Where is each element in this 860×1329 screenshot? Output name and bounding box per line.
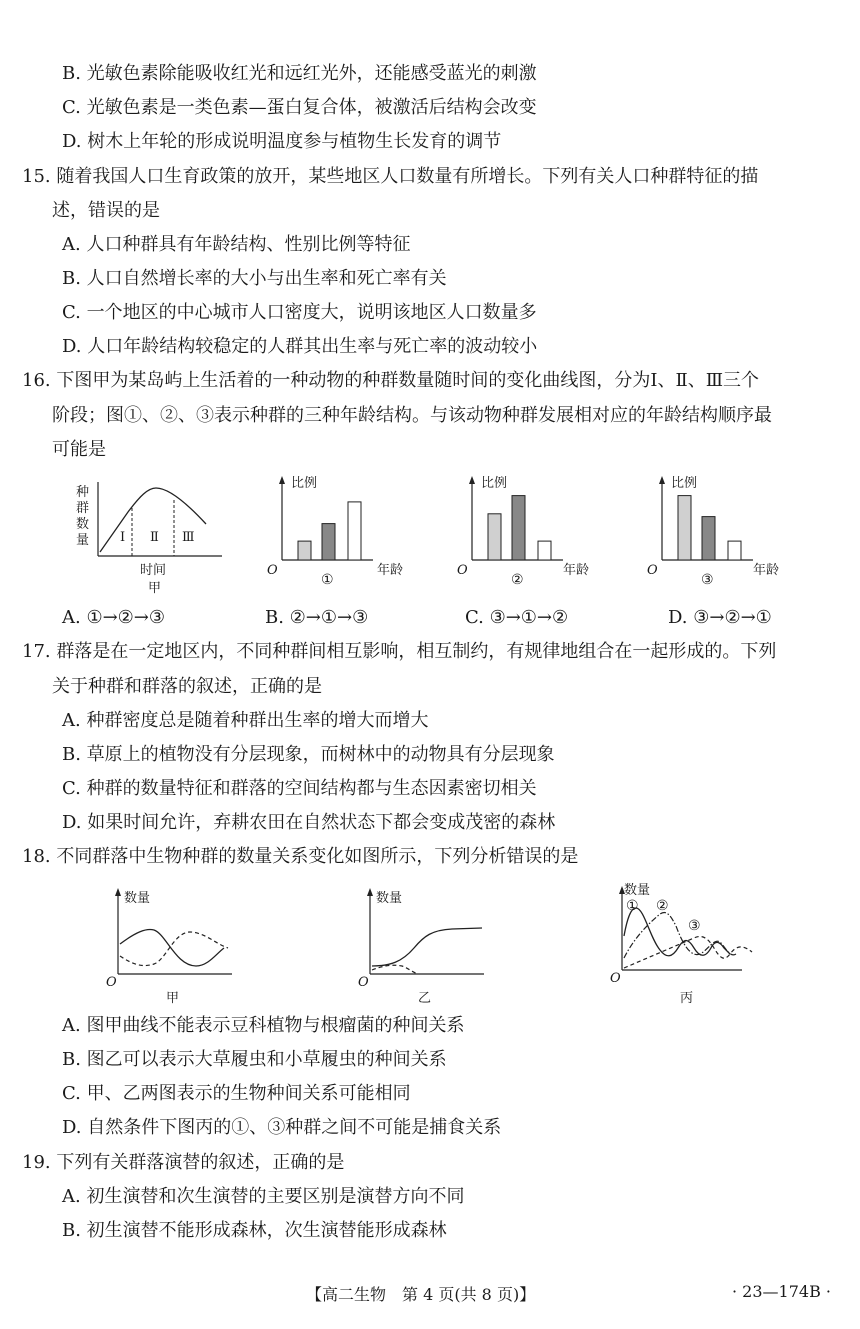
q18-yi-caption: 乙 <box>418 991 432 1006</box>
q16-stem-line1: 16. 下图甲为某岛屿上生活着的一种动物的种群数量随时间的变化曲线图，分为Ⅰ、Ⅱ、Ⅲ三个 <box>22 370 760 391</box>
q17-stem-line1: 17. 群落是在一定地区内，不同种群间相互影响，相互制约，有规律地组合在一起形成的。下列 <box>22 641 777 662</box>
q18-yi-ylabel: 数量 <box>376 891 403 906</box>
q18-yi-y-arrow <box>367 888 373 896</box>
bar3-young <box>678 496 691 560</box>
q18-yi-origin: O <box>358 975 369 990</box>
q19-option-b: B. 初生演替不能形成森林，次生演替能形成森林 <box>62 1220 447 1241</box>
q18-option-a: A. 图甲曲线不能表示豆科植物与根瘤菌的种间关系 <box>62 1015 465 1036</box>
q15-option-d: D. 人口年龄结构较稳定的人群其出生率与死亡率的波动较小 <box>62 336 538 357</box>
q15-option-a: A. 人口种群具有年龄结构、性别比例等特征 <box>62 234 411 255</box>
bar3-caption: ③ <box>701 572 714 588</box>
bar3-adult <box>702 517 715 560</box>
q18-jia-dashed-curve <box>120 932 228 966</box>
q17-option-c: C. 种群的数量特征和群落的空间结构都与生态因素密切相关 <box>62 778 537 799</box>
q18-jia-caption: 甲 <box>166 991 180 1006</box>
fig-jia-ylabel-1: 种 <box>76 485 90 500</box>
bar-chart-1 <box>265 470 420 590</box>
fig-jia-ylabel-3: 数 <box>76 517 90 532</box>
q18-yi-dashed-curve <box>372 965 418 974</box>
q19-stem: 19. 下列有关群落演替的叙述，正确的是 <box>22 1152 345 1173</box>
fig-jia-caption: 甲 <box>148 581 162 596</box>
bar1-adult <box>322 524 335 560</box>
bar1-young <box>298 541 311 560</box>
q16-option-b: B. ②→①→③ <box>265 607 369 628</box>
page-footer-code: · 23—174B · <box>732 1282 831 1301</box>
q16-option-d: D. ③→②→① <box>668 607 772 628</box>
bar2-y-arrow <box>469 476 475 484</box>
q18-graph-yi <box>352 882 492 1010</box>
q15-stem-line2: 述，错误的是 <box>52 200 160 221</box>
q15-option-c: C. 一个地区的中心城市人口密度大，说明该地区人口数量多 <box>62 302 537 323</box>
q14-option-b: B. 光敏色素除能吸收红光和远红光外，还能感受蓝光的刺激 <box>62 63 537 84</box>
fig-jia-xlabel: 时间 <box>140 563 167 578</box>
q17-option-a: A. 种群密度总是随着种群出生率的增大而增大 <box>62 710 429 731</box>
q14-option-d: D. 树木上年轮的形成说明温度参与植物生长发育的调节 <box>62 131 502 152</box>
q17-option-d: D. 如果时间允许，弃耕农田在自然状态下都会变成茂密的森林 <box>62 812 556 833</box>
q18-option-d: D. 自然条件下图丙的①、③种群之间不可能是捕食关系 <box>62 1117 502 1138</box>
q18-yi-solid-curve <box>372 928 482 966</box>
q18-bing-ylabel: 数量 <box>624 883 651 898</box>
fig-jia-ylabel-4: 量 <box>76 533 90 548</box>
bar2-caption: ② <box>511 572 524 588</box>
q15-option-b: B. 人口自然增长率的大小与出生率和死亡率有关 <box>62 268 447 289</box>
q18-option-b: B. 图乙可以表示大草履虫和小草履虫的种间关系 <box>62 1049 447 1070</box>
q18-option-c: C. 甲、乙两图表示的生物种间关系可能相同 <box>62 1083 411 1104</box>
bar2-origin: O <box>457 563 468 578</box>
fig-jia-stage-3: Ⅲ <box>182 530 195 545</box>
page-footer-center: 【高二生物 第 4 页(共 8 页)】 <box>306 1285 536 1304</box>
q18-bing-label-2: ② <box>656 898 669 914</box>
fig-jia-stage-1: Ⅰ <box>120 530 126 545</box>
q16-stem-line2: 阶段；图①、②、③表示种群的三种年龄结构。与该动物种群发展相对应的年龄结构顺序最 <box>52 405 772 426</box>
bar2-adult <box>512 496 525 560</box>
fig-jia-ylabel-2: 群 <box>76 501 90 516</box>
bar1-xlabel: 年龄 <box>377 563 404 578</box>
bar3-y-arrow <box>659 476 665 484</box>
q14-option-c: C. 光敏色素是一类色素—蛋白复合体，被激活后结构会改变 <box>62 97 537 118</box>
bar2-xlabel: 年龄 <box>563 563 590 578</box>
q19-option-a: A. 初生演替和次生演替的主要区别是演替方向不同 <box>62 1186 465 1207</box>
bar3-old <box>728 541 741 560</box>
bar-chart-3 <box>645 470 800 590</box>
bar-chart-2 <box>455 470 610 590</box>
q18-jia-y-arrow <box>115 888 121 896</box>
q16-option-c: C. ③→①→② <box>465 607 569 628</box>
bar2-ylabel: 比例 <box>481 476 508 491</box>
bar1-ylabel: 比例 <box>291 476 318 491</box>
bar3-xlabel: 年龄 <box>753 563 780 578</box>
q15-stem-line1: 15. 随着我国人口生育政策的放开，某些地区人口数量有所增长。下列有关人口种群特征的描 <box>22 166 759 187</box>
q17-stem-line2: 关于种群和群落的叙述，正确的是 <box>52 676 322 697</box>
q18-bing-curve-2 <box>624 913 736 959</box>
bar1-y-arrow <box>279 476 285 484</box>
bar3-origin: O <box>647 563 658 578</box>
q16-stem-line3: 可能是 <box>52 439 106 460</box>
q18-graph-bing <box>604 878 764 1006</box>
q18-jia-ylabel: 数量 <box>124 891 151 906</box>
q18-bing-label-3: ③ <box>688 918 701 934</box>
q18-bing-origin: O <box>610 971 621 986</box>
bar3-ylabel: 比例 <box>671 476 698 491</box>
q17-option-b: B. 草原上的植物没有分层现象，而树林中的动物具有分层现象 <box>62 744 555 765</box>
q18-graph-jia <box>100 882 240 1010</box>
figure-jia <box>70 476 230 604</box>
q18-bing-caption: 丙 <box>680 991 694 1006</box>
q18-bing-label-1: ① <box>626 898 639 914</box>
q18-jia-solid-curve <box>120 930 224 966</box>
bar1-old <box>348 502 361 560</box>
q18-stem: 18. 不同群落中生物种群的数量关系变化如图所示，下列分析错误的是 <box>22 846 579 867</box>
q16-option-a: A. ①→②→③ <box>62 607 166 628</box>
bar1-origin: O <box>267 563 278 578</box>
q18-jia-origin: O <box>106 975 117 990</box>
bar2-young <box>488 514 501 560</box>
fig-jia-stage-2: Ⅱ <box>150 530 159 545</box>
bar1-caption: ① <box>321 572 334 588</box>
bar2-old <box>538 541 551 560</box>
